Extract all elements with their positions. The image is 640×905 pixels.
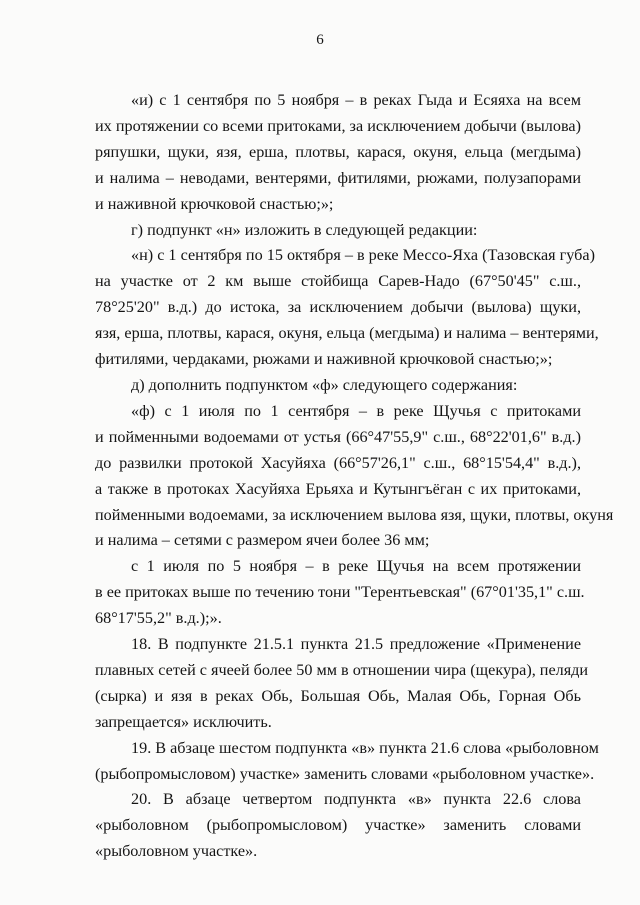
- text-line: 68°17'55,2" в.д.);».: [95, 609, 222, 628]
- text-line: пойменными водоемами, за исключением вылова язя, щуки, плотвы, окуня: [95, 505, 614, 524]
- paragraph-point-20: [95, 787, 581, 865]
- paragraph-item-i: [95, 88, 581, 218]
- text-line: и наживной крючковой снастью;»;: [95, 194, 334, 213]
- text-line: язя, ерша, плотвы, карася, окуня, ельца (мегдыма) и налима – вентерями,: [95, 324, 599, 343]
- text-line: до развилки протокой Хасуйяха (66°57'26,1" с.ш., 68°15'54,4" в.д.),: [95, 453, 581, 472]
- text-line: а также в протоках Хасуйяха Ерьяха и Кутынгъёган с их притоками,: [95, 479, 581, 498]
- paragraph-subitem-d: [95, 373, 581, 399]
- text-line: в ее притоках выше по течению тони "Терентьевская" (67°01'35,1" с.ш.: [95, 583, 585, 602]
- text-line: «рыболовном участке».: [95, 842, 258, 861]
- paragraph-subitem-g: [95, 218, 581, 244]
- text-line: плавных сетей с ячеей более 50 мм в отношении чира (щекура), пеляди: [95, 660, 589, 679]
- text-line: запрещается» исключить.: [95, 712, 272, 731]
- paragraph-item-n: [95, 243, 599, 373]
- text-line: д) дополнить подпунктом «ф» следующего содержания:: [131, 375, 518, 394]
- page-number: 6: [316, 32, 324, 48]
- text-line: (сырка) и язя в реках Обь, Большая Обь, Малая Обь, Горная Обь: [95, 686, 581, 705]
- text-line: (рыбопромысловом) участке» заменить словами «рыболовном участке».: [95, 764, 595, 783]
- text-line: 19. В абзаце шестом подпункта «в» пункта 21.6 слова «рыболовном: [131, 738, 599, 757]
- text-line: и пойменными водоемами от устья (66°47'55,9" с.ш., 68°22'01,6" в.д.): [95, 427, 581, 446]
- text-line: г) подпункт «н» изложить в следующей редакции:: [131, 220, 478, 239]
- text-line: «и) с 1 сентября по 5 ноября – в реках Гыда и Есяяха на всем: [131, 91, 581, 109]
- text-line: и налима – сетями с размером ячеи более 36 мм;: [95, 531, 430, 550]
- text-line: ряпушки, щуки, язя, ерша, плотвы, карася, окуня, ельца (мегдыма): [95, 142, 581, 161]
- text-line: с 1 июля по 5 ноября – в реке Щучья на всем протяжении: [131, 557, 581, 576]
- paragraph-point-18: [95, 632, 589, 736]
- text-line: «ф) с 1 июля по 1 сентября – в реке Щучья с притоками: [131, 401, 581, 420]
- text-line: «н) с 1 сентября по 15 октября – в реке Мессо-Яха (Тазовская губа): [131, 246, 595, 265]
- document-body: [95, 88, 614, 865]
- text-line: «рыболовном (рыбопромысловом) участке» заменить словами: [95, 816, 581, 835]
- text-line: 20. В абзаце четвертом подпункта «в» пункта 22.6 слова: [131, 790, 581, 809]
- text-line: фитилями, чердаками, рюжами и наживной крючковой снастью;»;: [95, 350, 553, 369]
- text-line: их протяжении со всеми притоками, за исключением добычи (вылова): [95, 116, 581, 135]
- paragraph-item-f: [95, 399, 614, 554]
- text-line: 18. В подпункте 21.5.1 пункта 21.5 предложение «Применение: [131, 635, 581, 654]
- paragraph-item-f-continued: [95, 554, 585, 632]
- text-line: на участке от 2 км выше стойбища Сарев-Надо (67°50'45" с.ш.,: [95, 272, 581, 291]
- text-line: 78°25'20" в.д.) до истока, за исключением добычи (вылова) щуки,: [95, 298, 581, 317]
- paragraph-point-19: [95, 736, 599, 788]
- text-line: и налима – неводами, вентерями, фитилями, рюжами, полузапорами: [95, 168, 581, 187]
